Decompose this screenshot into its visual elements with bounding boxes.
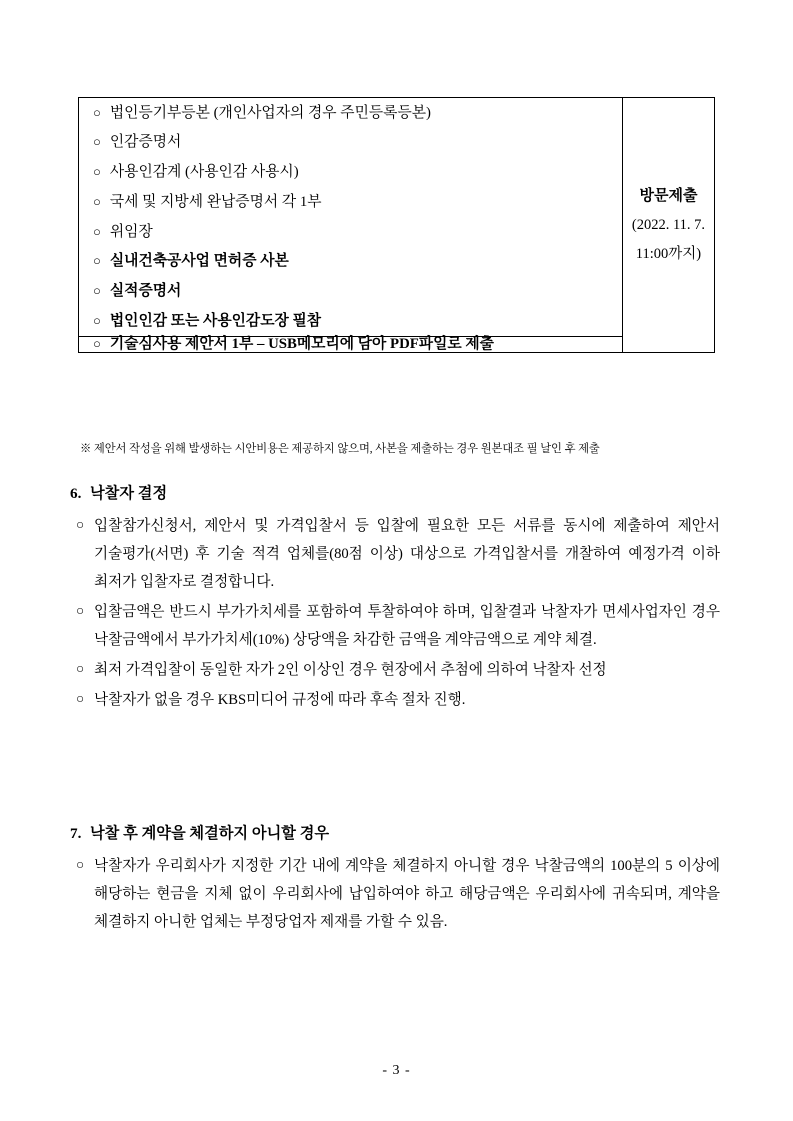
table-footnote: ※ 제안서 작성을 위해 발생하는 시안비용은 제공하지 않으며, 사본을 제출하는 경우 원본대조 필 날인 후 제출 [80,443,600,455]
list-item [70,686,720,714]
circle-bullet-icon: ○ [93,193,101,209]
circle-bullet-icon: ○ [93,313,101,329]
circle-bullet-icon: ○ [76,691,85,707]
circle-bullet-icon: ○ [93,283,101,299]
list-item [70,656,720,684]
list-item-label: 낙찰자가 우리회사가 지정한 기간 내에 계약을 체결하지 아니할 경우 낙찰금액의 100분의 5 이상에 해당하는 현금을 지체 없이 우리회사에 납입하여야 하고 해당금액은 우리회사에 귀속되며, 계약을 체결하지 아니한 업체는 부정당업자 제재를 가할 수 있음. [94,858,720,931]
list-item-label: 실내건축공사업 면허증 사본 [109,253,289,270]
list-item-label: 국세 및 지방세 완납증명서 각 1부 [109,193,322,210]
visit-submission-date: (2022. 11. 7. [631,217,706,234]
section-6-heading [70,482,720,503]
circle-bullet-icon: ○ [93,223,101,239]
list-item [79,247,622,277]
section-7-title: 낙찰 후 계약을 체결하지 아니할 경우 [90,825,330,842]
list-item [70,852,720,936]
list-item-label: 사용인감계 (사용인감 사용시) [109,164,299,181]
circle-bullet-icon: ○ [93,134,101,150]
visit-submission-cell [622,98,714,353]
table-row-main [79,98,715,337]
circle-bullet-icon: ○ [76,517,85,532]
list-item-label: 입찰금액은 반드시 부가가치세를 포함하여 투찰하여야 하며, 입찰결과 낙찰자가 면세사업자인 경우 낙찰금액에서 부가가치세(10%) 상당액을 차감한 금액을 계약금액으로 계약 체결. [94,604,720,649]
list-item [79,307,622,337]
circle-bullet-icon: ○ [93,104,101,120]
section-7-number: 7. [70,825,82,842]
section-6 [70,482,720,716]
list-item [79,277,622,307]
circle-bullet-icon: ○ [76,603,85,619]
list-item-label: 기술심사용 제안서 1부 – USB메모리에 담아 PDF파일로 제출 [109,336,494,353]
list-item-label: 입찰참가신청서, 제안서 및 가격입찰서 등 입찰에 필요한 모든 서류를 동시에 제출하여 제안서 기술평가(서면) 후 기술 적격 업체를(80점 이상) 대상으로 가격입찰서를 개찰하여 예정가격 이하 최저가 입찰자로 결정합니다. [94,518,720,591]
visit-submission-title: 방문제출 [639,188,698,205]
list-item [79,337,622,352]
list-item-label: 인감증명서 [109,134,182,151]
visit-submission-time: 11:00까지) [635,245,702,262]
section-7 [70,822,720,938]
section-6-title: 낙찰자 결정 [90,485,168,502]
list-item-label: 위임장 [109,223,153,240]
section-6-list [70,512,720,714]
list-item [79,98,622,128]
section-6-number: 6. [70,485,82,502]
page-number: - 3 - [382,1063,411,1078]
list-item-label: 최저 가격입찰이 동일한 자가 2인 이상인 경우 현장에서 추첨에 의하여 낙찰자 선정 [94,662,607,679]
list-item-label: 낙찰자가 없을 경우 KBS미디어 규정에 따라 후속 절차 진행. [94,692,466,709]
circle-bullet-icon: ○ [93,253,101,269]
list-item [79,128,622,158]
list-item-label: 실적증명서 [109,283,182,300]
section-7-list [70,852,720,936]
list-item-label: 법인등기부등본 (개인사업자의 경우 주민등록등본) [109,104,431,121]
circle-bullet-icon: ○ [93,336,101,352]
circle-bullet-icon: ○ [76,661,85,677]
submission-documents-table [78,97,715,353]
usb-submission-cell [79,337,623,353]
list-item [70,512,720,596]
list-item [79,187,622,217]
table-row-last [79,337,715,353]
circle-bullet-icon: ○ [93,164,101,180]
list-item [70,598,720,654]
list-item-label: 법인인감 또는 사용인감도장 필참 [109,313,322,330]
list-item [79,217,622,247]
list-item [79,158,622,188]
section-7-heading [70,822,720,843]
documents-cell [79,98,623,337]
circle-bullet-icon: ○ [76,857,85,872]
